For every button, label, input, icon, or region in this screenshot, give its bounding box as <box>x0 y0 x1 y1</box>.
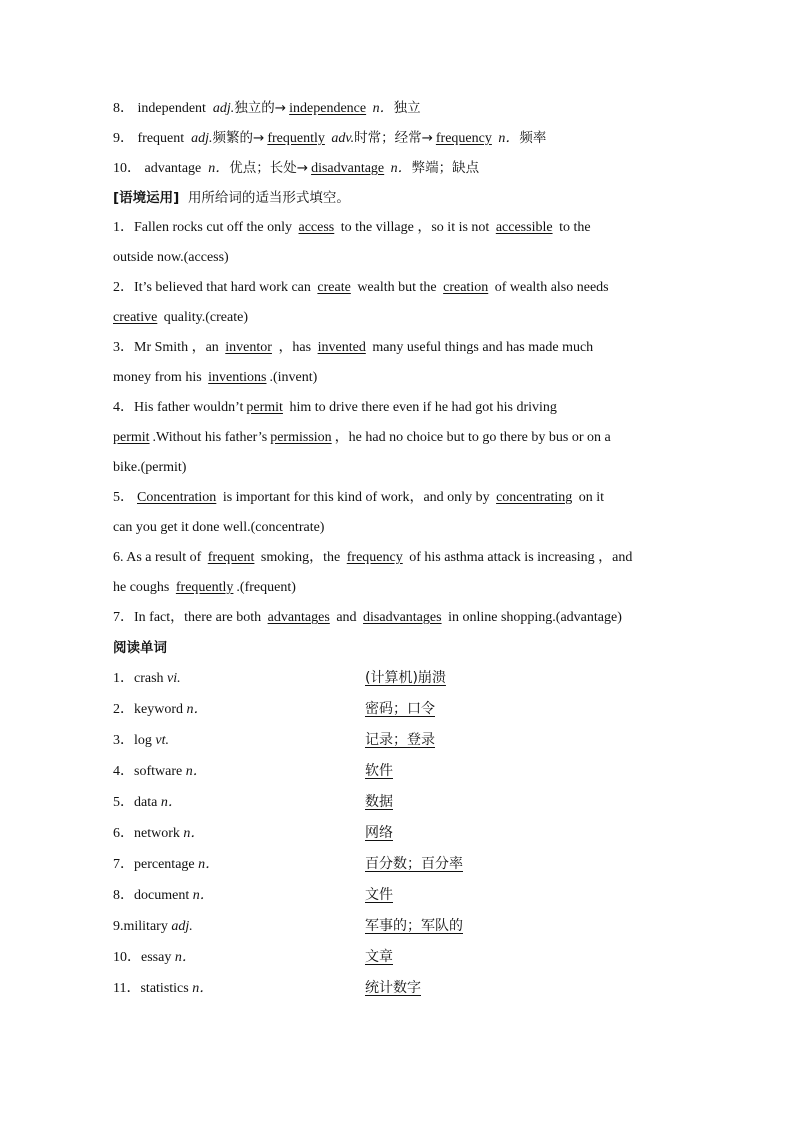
item-number: 7． <box>113 857 134 872</box>
item-number: 6． <box>113 826 134 841</box>
sentence-text: .(frequent) <box>236 580 296 595</box>
vocab-term <box>113 818 365 849</box>
part-of-speech: n． <box>183 826 205 841</box>
sentence-text: ，has <box>278 340 312 355</box>
vocab-word: log <box>134 733 152 748</box>
vocab-word: essay <box>141 950 172 965</box>
vocab-meaning: 记录；登录 <box>365 732 435 748</box>
sentence-5-cont <box>113 513 683 543</box>
vocab-term <box>113 880 365 911</box>
answer-blank: Concentration <box>137 490 217 505</box>
vocab-meaning: 军事的；军队的 <box>365 918 463 934</box>
derivation-line-8 <box>113 93 683 123</box>
part-of-speech: n． <box>192 888 214 903</box>
item-number: 1． <box>113 671 134 686</box>
item-number: 9. <box>113 919 124 934</box>
sentence-6 <box>113 543 683 573</box>
part-of-speech: n． <box>198 857 220 872</box>
answer-blank: disadvantages <box>363 610 442 625</box>
vocab-row <box>113 942 683 973</box>
meaning: 独立的→ <box>234 100 287 116</box>
sentence-text: .Without his father’s <box>152 430 268 445</box>
vocab-meaning: 网络 <box>365 825 393 841</box>
item-number: 10． <box>113 161 141 176</box>
answer-blank: independence <box>289 101 367 116</box>
part-of-speech: n． <box>372 101 394 116</box>
item-number: 4． <box>113 764 134 779</box>
vocab-row <box>113 756 683 787</box>
answer-blank: create <box>317 280 351 295</box>
item-number: 10． <box>113 950 141 965</box>
sentence-text: of his asthma attack is increasing ，and <box>409 550 633 565</box>
sentence-text: 2．It’s believed that hard work can <box>113 280 311 295</box>
vocab-term <box>113 787 365 818</box>
vocab-row <box>113 663 683 694</box>
sentence-2 <box>113 273 683 303</box>
sentence-1-cont <box>113 243 683 273</box>
sentence-text: wealth but the <box>357 280 437 295</box>
meaning: 时常；经常→ <box>354 130 433 146</box>
vocab-term <box>113 663 365 694</box>
sentence-2-cont <box>113 303 683 333</box>
sentence-text: him to drive there even if he had got his driving <box>289 400 557 415</box>
part-of-speech: vt. <box>155 733 169 748</box>
item-number: 5． <box>113 795 134 810</box>
sentence-text: can you get it done well.(concentrate) <box>113 520 325 535</box>
item-number: 11． <box>113 981 141 996</box>
section-label: [语境运用] <box>113 190 180 206</box>
vocab-word: document <box>134 888 190 903</box>
sentence-text: .(invent) <box>269 370 318 385</box>
answer-blank: frequently <box>267 131 325 146</box>
answer-blank: advantages <box>267 610 330 625</box>
vocab-row <box>113 849 683 880</box>
vocab-row <box>113 725 683 756</box>
sentence-text: to the village ，so it is not <box>340 220 490 235</box>
sentence-text: 3．Mr Smith ，an <box>113 340 219 355</box>
item-number: 8． <box>113 888 134 903</box>
vocab-meaning: 文件 <box>365 887 393 903</box>
vocab-row <box>113 694 683 725</box>
part-of-speech: n． <box>192 981 214 996</box>
meaning: 频率 <box>519 130 547 146</box>
sentence-text: ，he had no choice but to go there by bus or on a <box>334 430 611 445</box>
vocab-term <box>113 694 365 725</box>
answer-blank: frequency <box>346 550 403 565</box>
part-of-speech: n． <box>186 702 208 717</box>
answer-blank: creation <box>443 280 489 295</box>
part-of-speech: n． <box>208 161 230 176</box>
vocab-meaning: 密码；口令 <box>365 701 435 717</box>
sentence-6-cont <box>113 573 683 603</box>
vocab-meaning: (计算机)崩溃 <box>365 670 446 686</box>
base-word: frequent <box>137 131 185 146</box>
vocab-word: keyword <box>134 702 183 717</box>
sentence-text: quality.(create) <box>163 310 249 325</box>
vocab-term <box>113 849 365 880</box>
vocab-list <box>113 663 683 1004</box>
section-instruction: 用所给词的适当形式填空。 <box>187 190 350 206</box>
answer-blank: inventions <box>208 370 267 385</box>
sentence-4 <box>113 393 683 423</box>
base-word: independent <box>137 101 206 116</box>
sentence-text: 7．In fact，there are both <box>113 610 262 625</box>
vocab-word: statistics <box>140 981 189 996</box>
vocab-row <box>113 911 683 942</box>
answer-blank: creative <box>113 310 158 325</box>
answer-blank: disadvantage <box>311 161 385 176</box>
answer-blank: permission <box>270 430 332 445</box>
answer-blank: invented <box>317 340 366 355</box>
sentence-text: 6. As a result of <box>113 550 202 565</box>
vocab-word: military <box>123 919 168 934</box>
vocab-term <box>113 973 365 1004</box>
sentence-3-cont <box>113 363 683 393</box>
answer-blank: accessible <box>495 220 553 235</box>
sentence-7 <box>113 603 683 633</box>
part-of-speech: n． <box>498 131 520 146</box>
vocab-meaning: 软件 <box>365 763 393 779</box>
meaning: 独立 <box>393 100 421 116</box>
part-of-speech: n． <box>390 161 412 176</box>
vocab-word: crash <box>134 671 164 686</box>
meaning: 弊端；缺点 <box>411 160 480 176</box>
answer-blank: permit <box>113 430 150 445</box>
part-of-speech: n． <box>185 764 207 779</box>
sentence-text: 1．Fallen rocks cut off the only <box>113 220 292 235</box>
sentence-4-cont2 <box>113 453 683 483</box>
vocab-term <box>113 756 365 787</box>
vocab-row <box>113 818 683 849</box>
sentence-text: of wealth also needs <box>494 280 609 295</box>
part-of-speech: adj. <box>191 131 213 146</box>
vocab-row <box>113 787 683 818</box>
part-of-speech: adv. <box>331 131 355 146</box>
sentence-text: smoking，the <box>260 550 341 565</box>
part-of-speech: vi. <box>167 671 181 686</box>
sentence-text: he coughs <box>113 580 170 595</box>
sentence-text: money from his <box>113 370 202 385</box>
sentence-text: 4．His father wouldn’t <box>113 400 244 415</box>
sentence-text: and <box>336 610 357 625</box>
answer-blank: frequency <box>435 131 492 146</box>
vocab-word: data <box>134 795 158 810</box>
sentence-4-cont <box>113 423 683 453</box>
vocab-meaning: 统计数字 <box>365 980 421 996</box>
derivation-line-9 <box>113 123 683 153</box>
vocab-word: percentage <box>134 857 195 872</box>
part-of-speech: adj. <box>171 919 193 934</box>
meaning: 频繁的→ <box>212 130 265 146</box>
context-heading <box>113 183 683 213</box>
item-number: 3． <box>113 733 134 748</box>
item-number: 2． <box>113 702 134 717</box>
answer-blank: frequently <box>175 580 234 595</box>
section-label: 阅读单词 <box>113 640 167 656</box>
sentence-5 <box>113 483 683 513</box>
sentence-text: is important for this kind of work，and only by <box>222 490 490 505</box>
answer-blank: concentrating <box>496 490 573 505</box>
vocab-row <box>113 973 683 1004</box>
reading-heading <box>113 633 683 663</box>
sentence-text: many useful things and has made much <box>372 340 594 355</box>
sentence-3 <box>113 333 683 363</box>
item-number: 8． <box>113 101 134 116</box>
part-of-speech: n． <box>174 950 196 965</box>
vocab-term <box>113 911 365 942</box>
vocab-meaning: 百分数；百分率 <box>365 856 463 872</box>
vocab-term <box>113 942 365 973</box>
worksheet-page <box>113 93 683 1004</box>
vocab-term <box>113 725 365 756</box>
meaning: 优点；长处→ <box>229 160 309 176</box>
vocab-word: network <box>134 826 180 841</box>
vocab-word: software <box>134 764 183 779</box>
sentence-text: on it <box>578 490 605 505</box>
sentence-text: outside now.(access) <box>113 250 229 265</box>
answer-blank: inventor <box>225 340 272 355</box>
base-word: advantage <box>144 161 202 176</box>
sentence-text: bike.(permit) <box>113 460 187 475</box>
answer-blank: access <box>298 220 335 235</box>
answer-blank: frequent <box>207 550 255 565</box>
vocab-meaning: 文章 <box>365 949 393 965</box>
item-number: 9． <box>113 131 134 146</box>
part-of-speech: n． <box>160 795 182 810</box>
vocab-row <box>113 880 683 911</box>
vocab-meaning: 数据 <box>365 794 393 810</box>
derivation-line-10 <box>113 153 683 183</box>
part-of-speech: adj. <box>212 101 235 116</box>
sentence-text: in online shopping.(advantage) <box>448 610 622 625</box>
sentence-text: 5． <box>113 490 134 505</box>
sentence-1 <box>113 213 683 243</box>
answer-blank: permit <box>246 400 283 415</box>
sentence-text: to the <box>559 220 591 235</box>
